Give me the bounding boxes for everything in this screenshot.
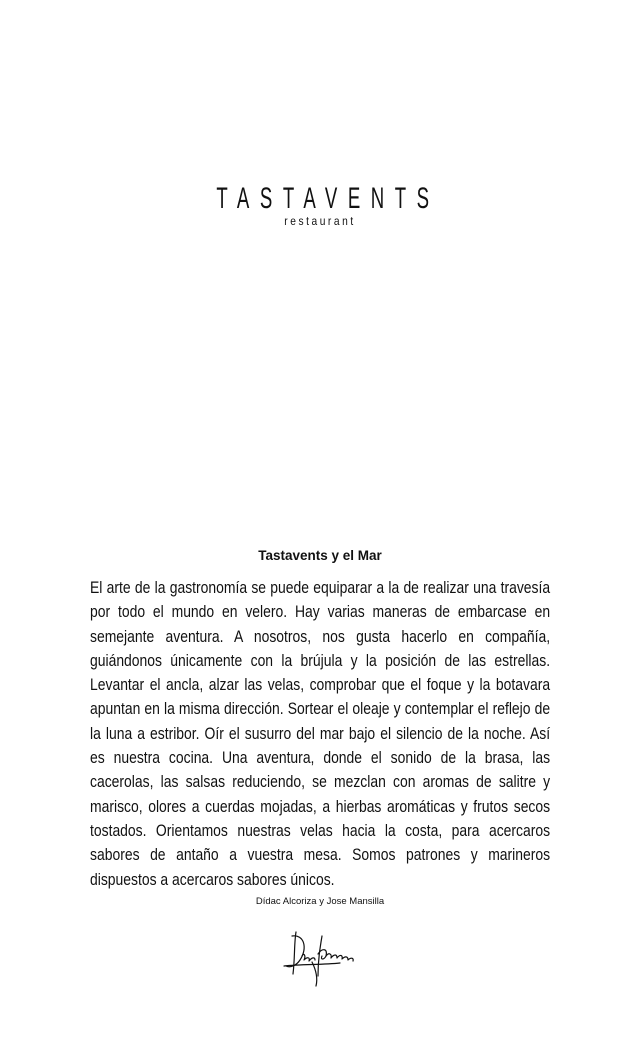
brand-header — [0, 180, 640, 228]
signature-image — [282, 926, 358, 988]
article-title: Tastavents y el Mar — [258, 548, 382, 563]
brand-subtitle: restaurant — [284, 214, 356, 228]
article-body: El arte de la gastronomía se puede equiparar a la de realizar una travesía por todo el mundo en velero. Hay varias maneras de embarcase en semejante aventura. A nosotros, nos gusta hacerlo en compañía, guiándonos únicamente con la brújula y la posición de las estrellas. Levantar el ancla, alzar las velas, comprobar que el foque y la botavara apuntan en la misma dirección. Sortear el oleaje y contemplar el reflejo de la luna a estribor. Oír el susurro del mar bajo el silencio de la noche. Así es nuestra cocina. Una aventura, donde el sonido de la brasa, las cacerolas, las salsas reduciendo, se mezclan con aromas de salitre y marisco, olores a cuerdas mojadas, a hierbas aromáticas y frutos secos tostados. Orientamos nuestras velas hacia la costa, para acercaros sabores de antaño a vuestra mesa. Somos patrones y marineros dispuestos a acercaros sabores únicos. — [90, 579, 551, 889]
article-authors: Dídac Alcoriza y Jose Mansilla — [255, 896, 385, 907]
brand-name: TASTAVENTS — [216, 182, 441, 215]
